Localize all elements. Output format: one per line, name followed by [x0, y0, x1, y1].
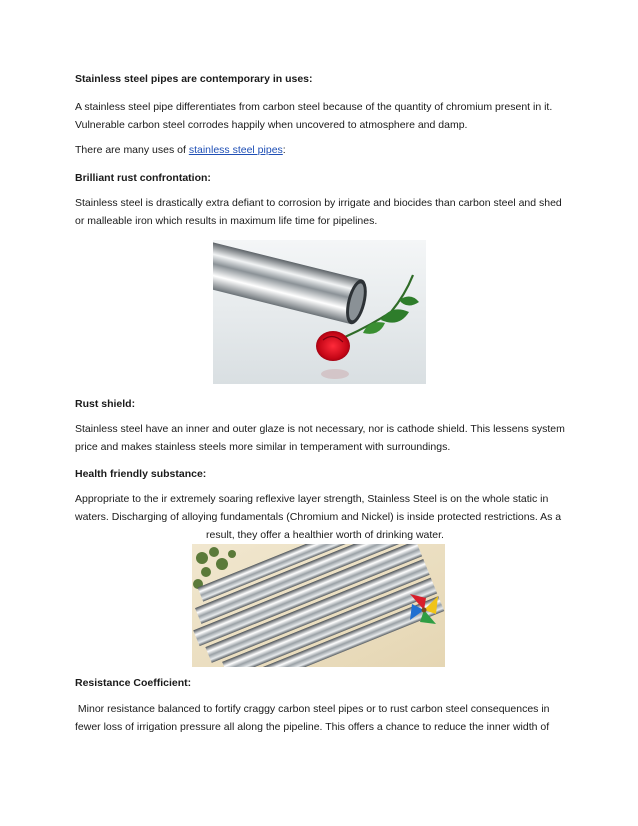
intro-text-2: because of the quantity of chromium present in it. Vulnerable carbon steel [75, 101, 553, 131]
heading-resistance-coefficient: Resistance Coefficient: [75, 677, 192, 689]
heading-contemporary-uses: Stainless steel pipes are contemporary in uses: [75, 73, 313, 85]
uses-prefix: There are many uses of [75, 144, 189, 156]
paragraph-rust-shield: Stainless steel have an inner and outer glaze is not necessary, nor is cathode shield. This lessens system price and makes stainless steels more similar in temperament with surroundings. [75, 423, 565, 453]
corrodes-term: corrodes [187, 119, 229, 131]
intro-text-3: happily when uncovered to atmosphere and damp. [228, 119, 468, 131]
steel-pipe-bundle-illustration [192, 544, 445, 667]
paragraph-rust-confrontation: Stainless steel is drastically extra defiant to corrosion by irrigate and biocides than carbon steel and shed or malleable iron which results in maximum life time for pipelines. [75, 197, 562, 227]
intro-text-1: A stainless steel pipe differentiates from [75, 101, 263, 113]
heading-rust-shield: Rust shield: [75, 398, 136, 410]
health-text-line1: Appropriate to the ir extremely soaring reflexive layer strength, Stainless Steel is on the whole static in waters. Discharging of alloying fundamentals (Chromium and Nickel) is inside protected restrictions. As a [75, 493, 562, 523]
paragraph-uses [75, 141, 570, 159]
stainless-steel-pipes-link[interactable]: stainless steel pipes [188, 144, 283, 156]
paragraph-resistance-coefficient: Minor resistance balanced to fortify craggy carbon steel pipes or to rust carbon steel consequences in fewer loss of irrigation pressure all along the pipeline. This offers a chance to reduce the inner width of [75, 703, 553, 733]
steel-pipe-rose-illustration [213, 240, 426, 384]
paragraph-health-friendly [75, 490, 575, 544]
steel-pipe-rose-image [213, 240, 426, 384]
carbon-steel-term: carbon steel [262, 101, 320, 113]
health-text-line2: result, they offer a healthier worth of drinking water. [206, 529, 444, 541]
paragraph-intro [75, 98, 570, 134]
heading-health-friendly: Health friendly substance: [75, 468, 207, 480]
steel-pipe-bundle-image [192, 544, 445, 667]
uses-suffix: : [282, 144, 286, 156]
heading-rust-confrontation: Brilliant rust confrontation: [75, 172, 211, 184]
